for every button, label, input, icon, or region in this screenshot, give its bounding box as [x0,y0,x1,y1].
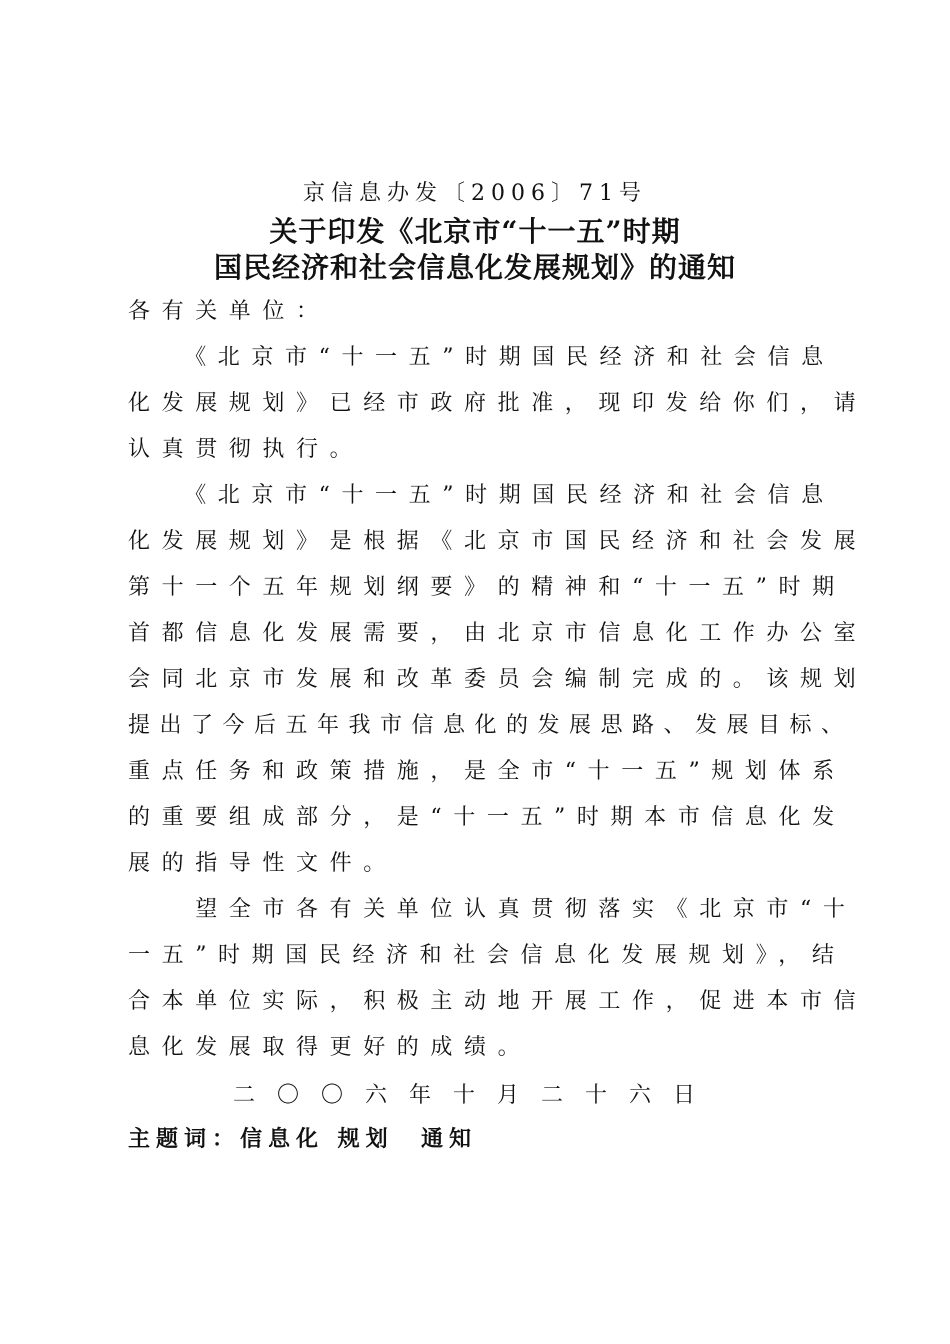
body-line: 息化发展取得更好的成绩。 [128,1035,532,1060]
keywords-line: 主题词：信息化 规划 通知 [128,1127,477,1152]
body-line: 认真贯彻执行。 [128,437,364,462]
body-line: 化发展规划》已经市政府批准，现印发给你们，请 [128,391,868,416]
issue-date: 二〇〇六年十月二十六日 [232,1083,717,1108]
salutation: 各有关单位： [128,299,330,324]
body-line: 重点任务和政策措施，是全市“十一五”规划体系 [128,759,846,784]
body-line: 会同北京市发展和改革委员会编制完成的。该规划 [128,667,868,692]
body-line: 的重要组成部分，是“十一五”时期本市信息化发 [128,805,846,830]
body-line: 化发展规划》是根据《北京市国民经济和社会发展 [128,529,868,554]
body-line: 第十一个五年规划纲要》的精神和“十一五”时期 [128,575,846,600]
body-line: 首都信息化发展需要，由北京市信息化工作办公室 [128,621,868,646]
body-line: 望全市各有关单位认真贯彻落实《北京市“十 [128,897,857,922]
body-line: 《北京市“十一五”时期国民经济和社会信息 [128,345,835,370]
document-title-line-2: 国民经济和社会信息化发展规划》的通知 [213,251,736,284]
body-line: 一五”时期国民经济和社会信息化发展规划》，结 [128,943,846,968]
document-title-line-1: 关于印发《北京市“十一五”时期 [269,215,681,248]
body-line: 展的指导性文件。 [128,851,397,876]
body-line: 合本单位实际，积极主动地开展工作，促进本市信 [128,989,868,1014]
body-line: 提出了今后五年我市信息化的发展思路、发展目标、 [128,713,853,738]
document-number: 京信息办发〔2006〕71号 [303,181,647,206]
body-line: 《北京市“十一五”时期国民经济和社会信息 [128,483,835,508]
